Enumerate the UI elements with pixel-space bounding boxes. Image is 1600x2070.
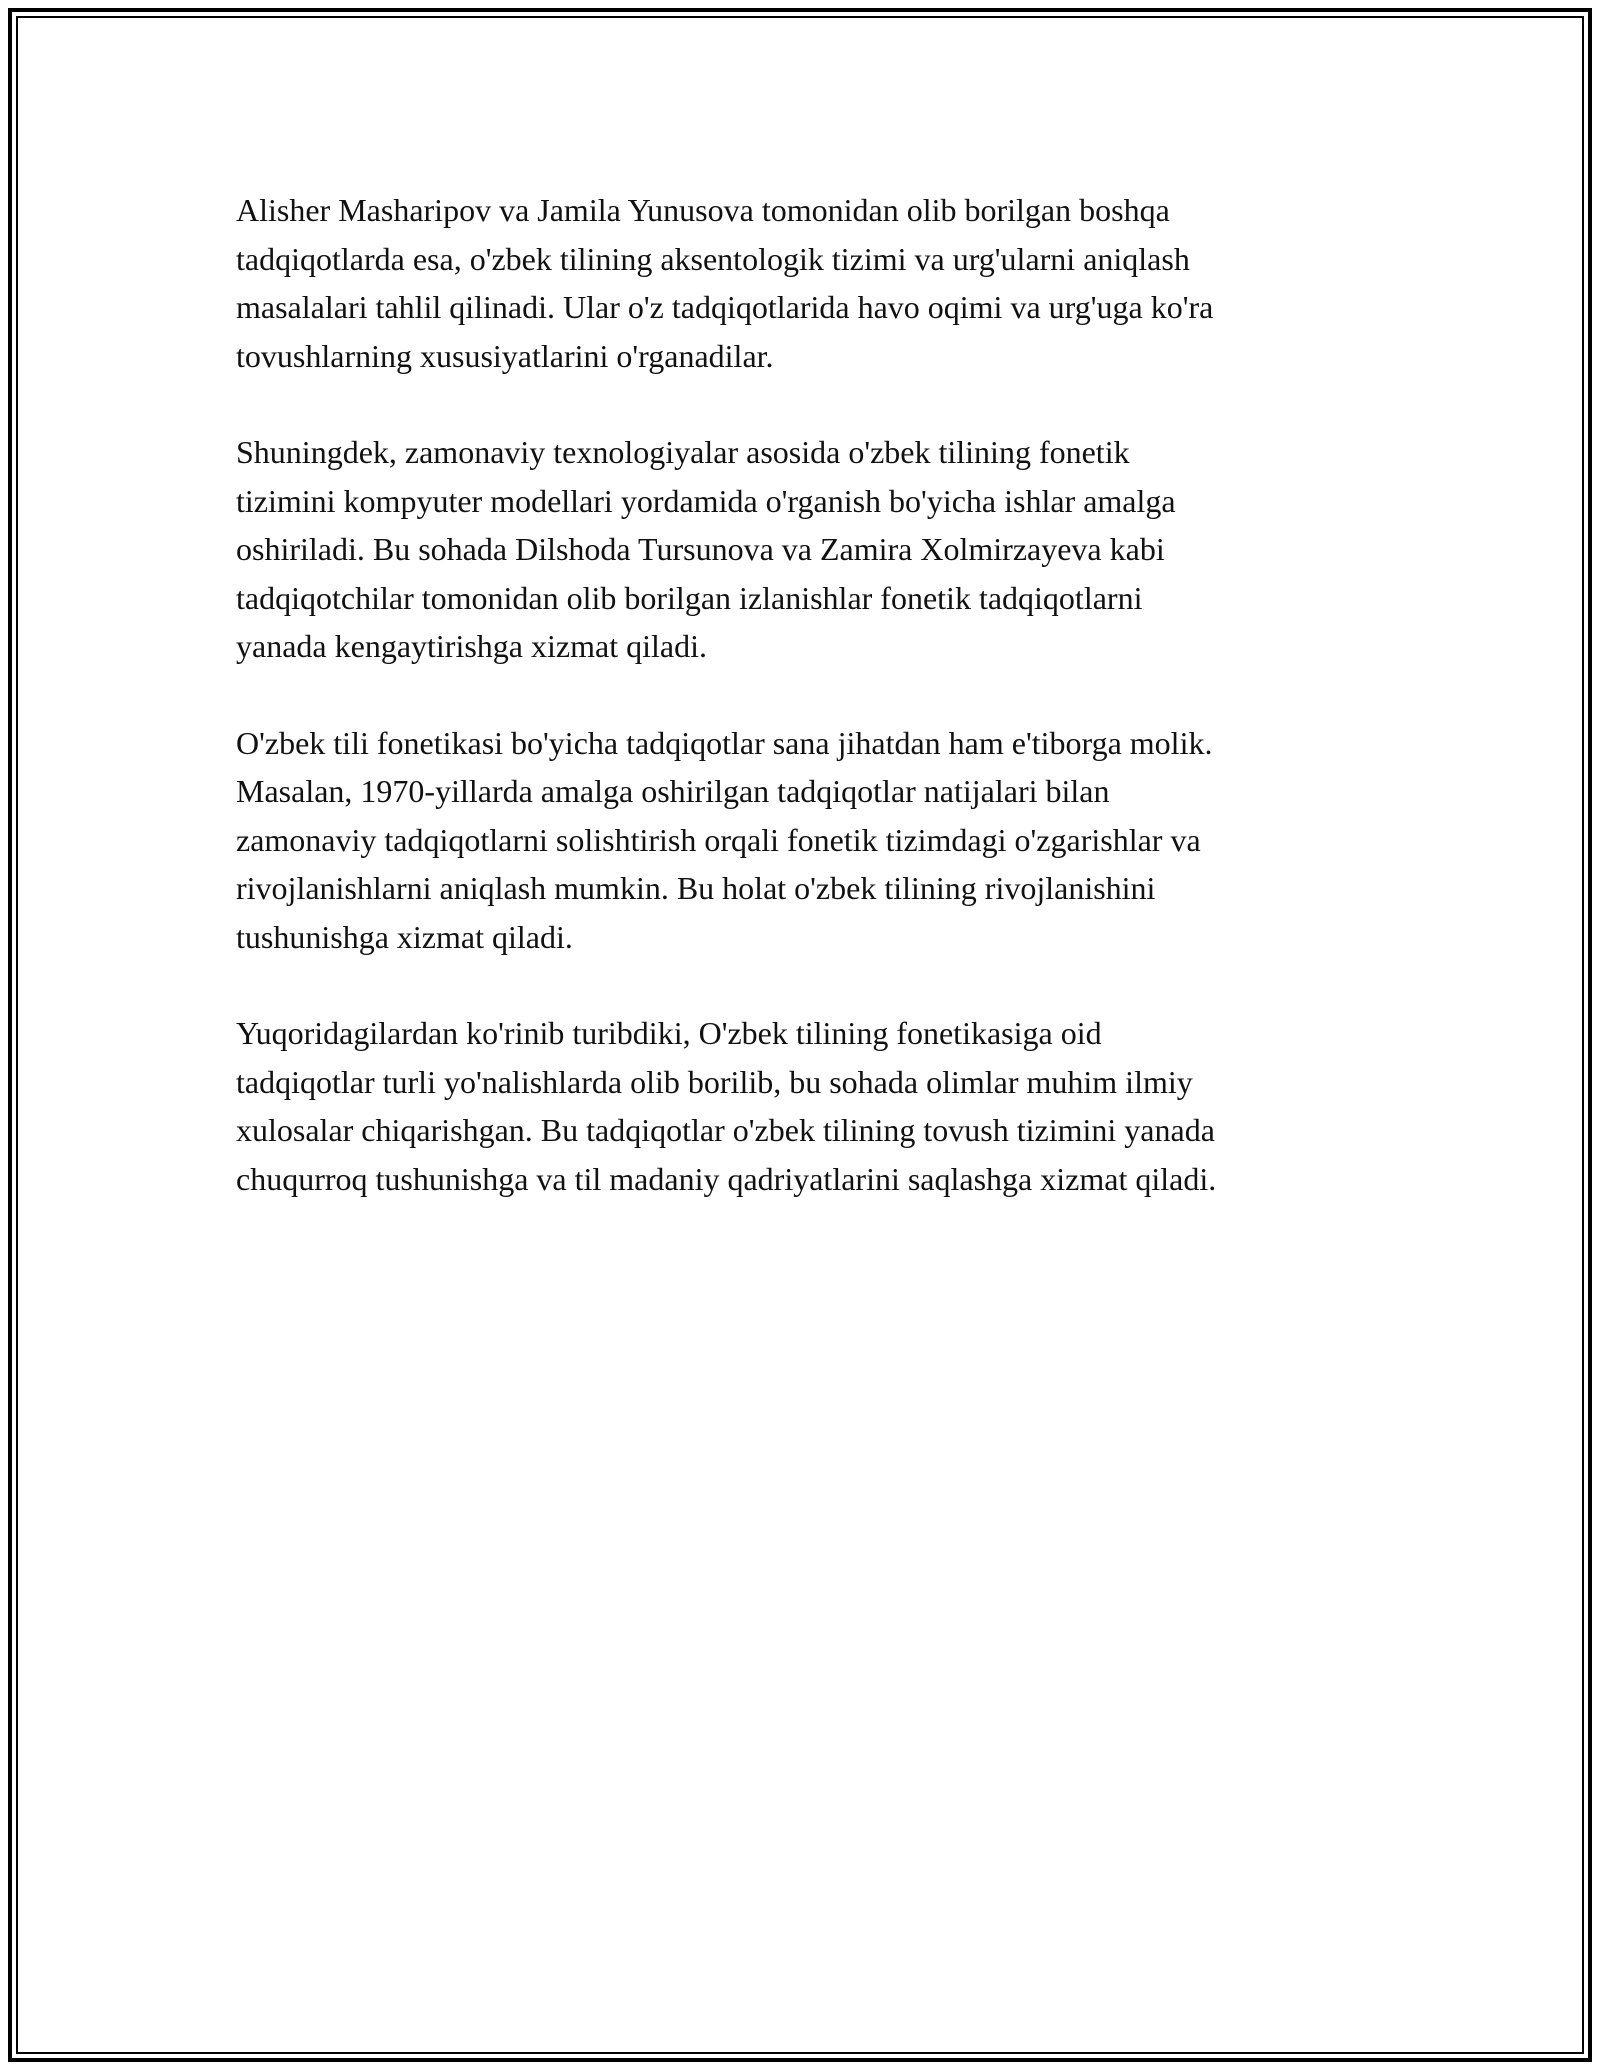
paragraph-line: rivojlanishlarni aniqlash mumkin. Bu holat o'zbek tilining rivojlanishini [236,870,1156,906]
paragraph-line: Alisher Masharipov va Jamila Yunusova tomonidan olib borilgan boshqa [236,192,1170,228]
paragraph-line: Yuqoridagilardan ko'rinib turibdiki, O'zbek tilining fonetikasiga oid [236,1015,1102,1051]
paragraph-line: yanada kengaytirishga xizmat qiladi. [236,628,707,664]
document-body [236,186,1376,1251]
paragraph-line: chuqurroq tushunishga va til madaniy qadriyatlarini saqlashga xizmat qiladi. [236,1160,1217,1197]
paragraph-line: tizimini kompyuter modellari yordamida o'rganish bo'yicha ishlar amalga [236,482,1176,519]
paragraph-line: xulosalar chiqarishgan. Bu tadqiqotlar o'zbek tilining tovush tizimini yanada [236,1112,1215,1148]
paragraph-line: tadqiqotlarda esa, o'zbek tilining aksentologik tizimi va urg'ularni aniqlash [236,240,1190,277]
paragraph-line: Masalan, 1970-yillarda amalga oshirilgan tadqiqotlar natijalari bilan [236,773,1110,809]
paragraph-3 [236,719,1376,962]
paragraph-line: O'zbek tili fonetikasi bo'yicha tadqiqotlar sana jihatdan ham e'tiborga molik. [236,724,1213,761]
paragraph-1 [236,186,1376,380]
paragraph-line: tadqiqotlar turli yo'nalishlarda olib borilib, bu sohada olimlar muhim ilmiy [236,1063,1193,1100]
paragraph-line: tadqiqotchilar tomonidan olib borilgan izlanishlar fonetik tadqiqotlarni [236,579,1143,616]
paragraph-line: tushunishga xizmat qiladi. [236,918,573,955]
paragraph-line: Shuningdek, zamonaviy texnologiyalar asosida o'zbek tilining fonetik [236,434,1130,470]
paragraph-4 [236,1009,1376,1203]
paragraph-line: tovushlarning xususiyatlarini o'rganadilar. [236,337,774,374]
paragraph-line: zamonaviy tadqiqotlarni solishtirish orqali fonetik tizimdagi o'zgarishlar va [236,821,1201,858]
paragraph-line: masalalari tahlil qilinadi. Ular o'z tadqiqotlarida havo oqimi va urg'uga ko'ra [236,289,1214,325]
paragraph-line: oshiriladi. Bu sohada Dilshoda Tursunova va Zamira Xolmirzayeva kabi [236,531,1165,567]
paragraph-2 [236,428,1376,671]
